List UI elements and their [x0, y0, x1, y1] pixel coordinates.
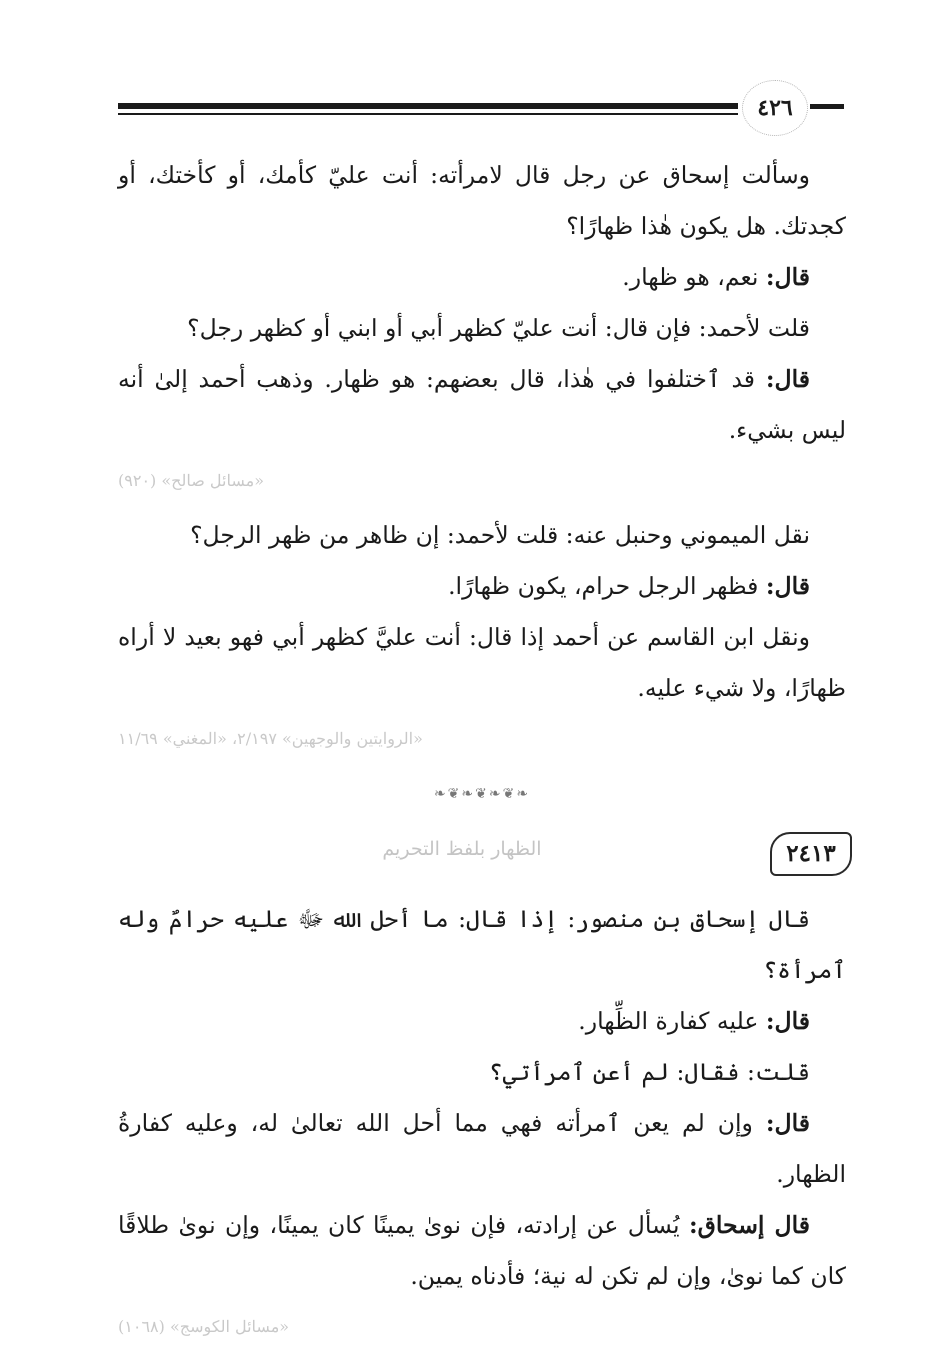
paragraph: قلت: فقال: لم أعن ٱمرأتي؟ — [488, 1058, 810, 1086]
speaker-label: قال: — [765, 365, 810, 393]
source-reference: «الروايتين والوجهين» ٢/١٩٧، «المغني» ١١/٦٩ — [118, 729, 423, 748]
paragraph: قلت لأحمد: فإن قال: أنت عليّ كظهر أبي أو ابني أو كظهر رجل؟ — [187, 314, 810, 342]
paragraph: وسألت إسحاق عن رجل قال لامرأته: أنت عليّ كأمك، أو كأختك، أو كجدتك. هل يكون هٰذا ظهارًا؟ — [118, 161, 846, 240]
speaker-label: قال: — [765, 1109, 810, 1137]
header-rule-thin — [118, 113, 738, 115]
paragraph: قال إسحاق: يُسأل عن إرادته، فإن نوىٰ يمينًا كان يمينًا، وإن نوىٰ طلاقًا كان كما نوىٰ، وإن لم تكن له نية؛ فأدناه يمين. — [118, 1211, 846, 1290]
source-reference: «مسائل صالح» (٩٢٠) — [118, 471, 264, 490]
paragraph: قال: فظهر الرجل حرام، يكون ظهارًا. — [448, 572, 810, 600]
page-number: ٤٢٦ — [742, 80, 808, 136]
section-number: ٢٤١٣ — [770, 832, 852, 876]
header-rule-right — [810, 104, 844, 109]
paragraph: قال: نعم، هو ظهار. — [622, 263, 810, 291]
page-header — [110, 74, 850, 144]
section-heading — [118, 824, 846, 884]
paragraph: نقل الميموني وحنبل عنه: قلت لأحمد: إن ظاهر من ظهر الرجل؟ — [190, 521, 810, 549]
paragraph: قال إسحاق بن منصور: إذا قال: ما أحل الله ﷻ عليه حرامٌ وله ٱمرأة؟ — [118, 905, 846, 984]
paragraph: قال: قد ٱختلفوا في هٰذا، قال بعضهم: هو ظهار. وذهب أحمد إلىٰ أنه ليس بشيء. — [118, 365, 846, 444]
speaker-label: قال: — [765, 572, 810, 600]
source-reference: «مسائل الكوسج» (١٠٦٨) — [118, 1317, 290, 1336]
speaker-label: قال إسحاق: — [688, 1211, 810, 1239]
paragraph: قال: وإن لم يعن ٱمرأته فهي مما أحل الله تعالىٰ له، وعليه كفارةُ الظهار. — [118, 1109, 846, 1188]
section-title: الظهار بلفظ التحريم — [382, 838, 542, 860]
ornament-divider: ❧❦❧❦❧❦❧ — [433, 786, 531, 802]
page-content — [118, 150, 846, 1356]
speaker-label: قال: — [765, 263, 810, 291]
speaker-label: قال: — [765, 1007, 810, 1035]
paragraph: قال: عليه كفارة الظِّهار. — [578, 1007, 810, 1035]
header-rule-thick — [118, 103, 738, 109]
paragraph: ونقل ابن القاسم عن أحمد إذا قال: أنت عليَّ كظهر أبي فهو بعيد لا أراه ظهارًا، ولا شيء عليه. — [118, 623, 846, 702]
